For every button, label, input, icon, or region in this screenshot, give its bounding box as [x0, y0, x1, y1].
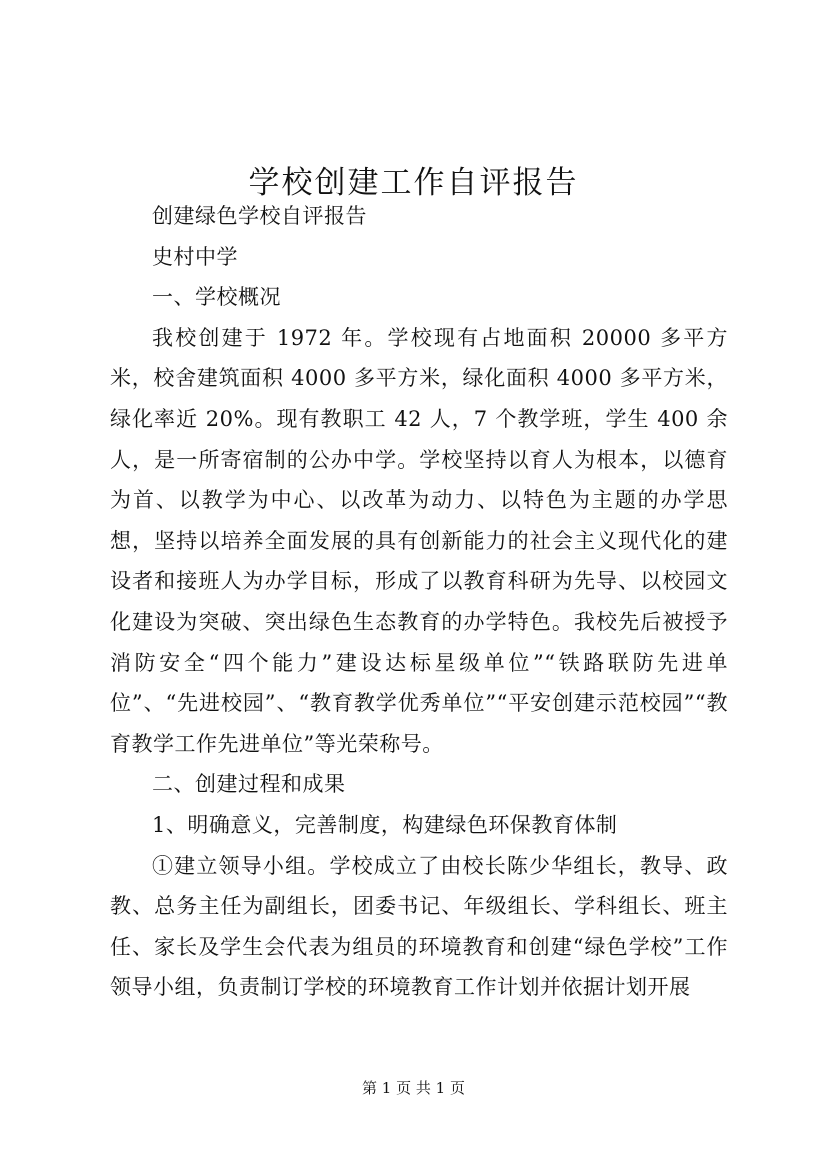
- document-title: 学校创建工作自评报告: [248, 164, 579, 201]
- leadership-group-paragraph: ①建立领导小组。学校成立了由校长陈少华组长，教导、政教、总务主任为副组长，团委书记、年级组长、学科组长、班主任、家长及学生会代表为组员的环境教育和创建“绿色学校”工作领导小组，负责制订学校的环境教育工作计划并依据计划开展: [110, 853, 728, 1000]
- section-heading-process: 二、创建过程和成果: [152, 772, 346, 797]
- school-name-paragraph: 史村中学: [152, 244, 238, 269]
- overview-paragraph: 我校创建于 1972 年。学校现有占地面积 20000 多平方米，校舍建筑面积 4000 多平方米，绿化面积 4000 多平方米，绿化率近 20%。现有教职工 42 人，7 个教学班，学生 400 余人，是一所寄宿制的公办中学。学校坚持以育人为根本，以德育为首、以教学为中心、以改革为动力、以特色为主题的办学思想，坚持以培养全面发展的具有创新能力的社会主义现代化的建设者和接班人为办学目标，形成了以教育科研为先导、以校园文化建设为突破、突出绿色生态教育的办学特色。我校先后被授予消防安全“四个能力”建设达标星级单位”“铁路联防先进单位”、“先进校园”、“教育教学优秀单位”“平安创建示范校园”“教育教学工作先进单位”等光荣称号。: [110, 325, 728, 756]
- subtitle-paragraph: 创建绿色学校自评报告: [152, 204, 367, 228]
- subsection-heading-1: 1、明确意义，完善制度，构建绿色环保教育体制: [152, 812, 618, 837]
- page-number-footer: 第 1 页 共 1 页: [362, 1079, 465, 1097]
- document-body: [110, 196, 728, 1008]
- section-heading-overview: 一、学校概况: [152, 285, 281, 310]
